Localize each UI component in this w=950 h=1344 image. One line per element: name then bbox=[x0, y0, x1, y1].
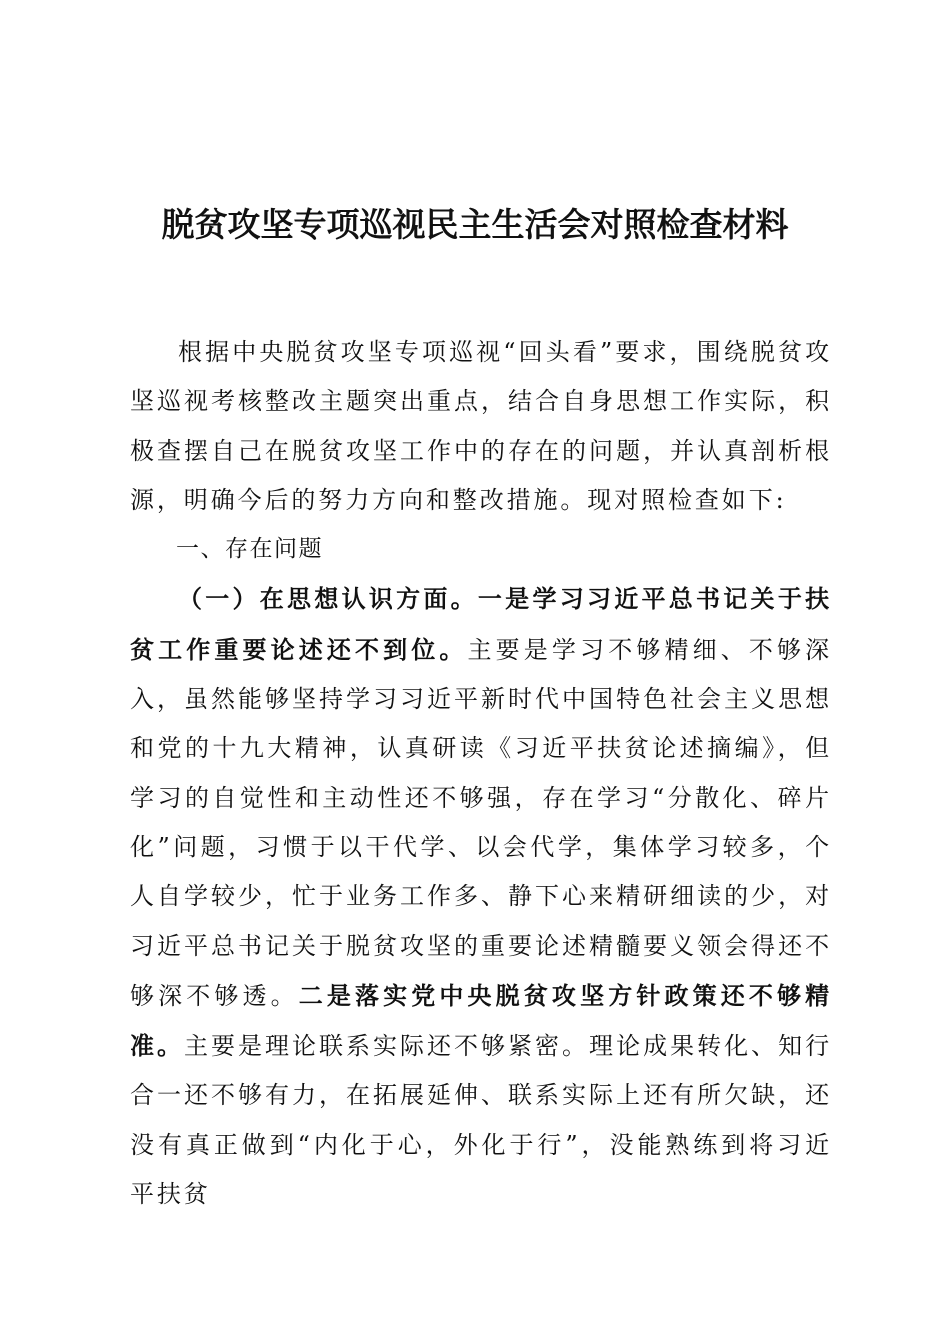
intro-paragraph: 根据中央脱贫攻坚专项巡视“回头看”要求，围绕脱贫攻坚巡视考核整改主题突出重点，结合自身思想工作实际，积极查摆自己在脱贫攻坚工作中的存在的问题，并认真剖析根源，明确今后的努力方向和整改措施。现对照检查如下: bbox=[130, 338, 832, 514]
problem-paragraph bbox=[130, 574, 832, 1219]
document-title: 脱贫攻坚专项巡视民主生活会对照检查材料 bbox=[161, 205, 789, 244]
paragraph-text: 主要是学习不够精细、不够深入，虽然能够坚持学习习近平新时代中国特色社会主义思想和党的十九大精神，认真研读《习近平扶贫论述摘编》，但学习的自觉性和主动性还不够强，存在学习“分散化、碎片化”问题，习惯于以干代学、以会代学，集体学习较多，个人自学较少，忙于业务工作多、静下心来精研细读的少，对习近平总书记关于脱贫攻坚的重要论述精髓要义领会得还不够深不够透。 bbox=[130, 635, 832, 1010]
section-heading: 一、存在问题 bbox=[176, 536, 323, 563]
paragraph-point-bold: 二是落实党中央脱贫攻坚方针政策还不够精准。 bbox=[130, 980, 832, 1061]
paragraph-text-continued: 主要是理论联系实际还不够紧密。理论成果转化、知行合一还不够有力，在拓展延伸、联系实际上还有所欠缺，还没有真正做到“内化于心，外化于行”，没能熟练到将习近平扶贫 bbox=[130, 1032, 832, 1209]
document-body bbox=[130, 328, 832, 1219]
paragraph-lead-bold: （一）在思想认识方面。一是学习习近平总书记关于扶贫工作重要论述还不到位。 bbox=[130, 584, 832, 664]
